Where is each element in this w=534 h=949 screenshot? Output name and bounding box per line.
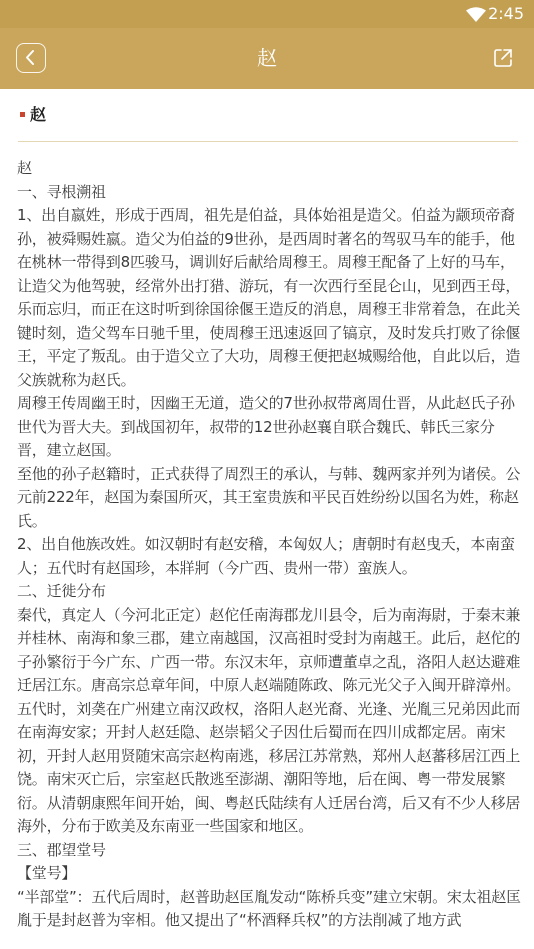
paragraph: 周穆王传周幽王时，因幽王无道，造父的7世孙叔带离周仕晋，从此赵氏子孙世代为晋大夫。到战国初年，叔带的12世孙赵襄自联合魏氏、韩氏三家分晋，建立赵国。 <box>17 394 515 459</box>
status-time: 2:45 <box>488 4 524 23</box>
share-icon <box>488 43 518 73</box>
heading-marker <box>20 112 25 117</box>
section-title: 一、寻根溯祖 <box>17 182 106 201</box>
wifi-icon <box>466 7 486 22</box>
status-bar <box>0 0 534 28</box>
paragraph: 秦代，真定人（今河北正定）赵佗任南海郡龙川县令，后为南海尉，于秦末兼并桂林、南海和象三郡，建立南越国，汉高祖时受封为南越王。此后，赵佗的子孙繁衍于今广东、广西一带。东汉末年，京师遭董卓之乱，洛阳人赵达避难迁居江东。唐高宗总章年间，中原人赵端随陈政、陈元光父子入闽开辟漳州。五代时，刘䶮在广州建立南汉政权，洛阳人赵光裔、光逢、光胤三兄弟因此而在南海安家；开封人赵廷隐、赵崇韬父子因仕后蜀而在四川成都定居。南宋初，开封人赵用贤随宋高宗赵构南逃，移居江苏常熟，郑州人赵蕃移居江西上饶。南宋灭亡后，宗室赵氏散逃至澎湖、潮阳等地，后在闽、粤一带发展繁衍。从清朝康熙年间开始，闽、粤赵氏陆续有人迁居台湾，后又有不少人移居海外，分布于欧美及东南亚一些国家和地区。 <box>17 605 521 835</box>
article-body <box>17 157 521 933</box>
paragraph: 至他的孙子赵籍时，正式获得了周烈王的承认，与韩、魏两家并列为诸侯。公元前222年，赵国为秦国所灭，其王室贵族和平民百姓纷纷以国名为姓，称赵氏。 <box>17 464 521 530</box>
paragraph: 【堂号】 <box>17 864 77 882</box>
paragraph: 赵 <box>17 159 32 177</box>
heading-divider <box>18 141 518 142</box>
section-title: 三、郡望堂号 <box>17 840 106 859</box>
paragraph: 1、出自嬴姓，形成于西周，祖先是伯益，具体始祖是造父。伯益为颛顼帝裔孙，被舜赐姓嬴。造父为伯益的9世孙，是西周时著名的驾驭马车的能手，他在桃林一带得到8匹骏马，调训好后献给周穆王。周穆王配备了上好的马车，让造父为他驾驶，经常外出打猎、游玩，有一次西行至昆仑山，见到西王母，乐而忘归，而正在这时听到徐国徐偃王造反的消息，周穆王非常着急，在此关键时刻，造父驾车日驰千里，使周穆王迅速返回了镐京，及时发兵打败了徐偃王，平定了叛乱。由于造父立了大功，周穆王便把赵城赐给他，自此以后，造父族就称为赵氏。 <box>17 206 521 389</box>
article-heading: 赵 <box>30 105 47 124</box>
share-button[interactable] <box>488 43 518 73</box>
paragraph: 2、出自他族改姓。如汉朝时有赵安稽，本匈奴人；唐朝时有赵曳夭，本南蛮人；五代时有赵国珍，本牂牁（今广西、贵州一带）蛮族人。 <box>17 535 515 577</box>
page-title: 赵 <box>257 46 277 70</box>
paragraph: “半部堂”：五代后周时，赵普助赵匡胤发动“陈桥兵变”建立宋朝。宋太祖赵匡胤于是封赵普为宰相。他又提出了“杯酒释兵权”的方法削减了地方武 <box>17 887 521 929</box>
section-title: 二、迁徙分布 <box>17 582 106 600</box>
app-bar <box>0 28 534 89</box>
